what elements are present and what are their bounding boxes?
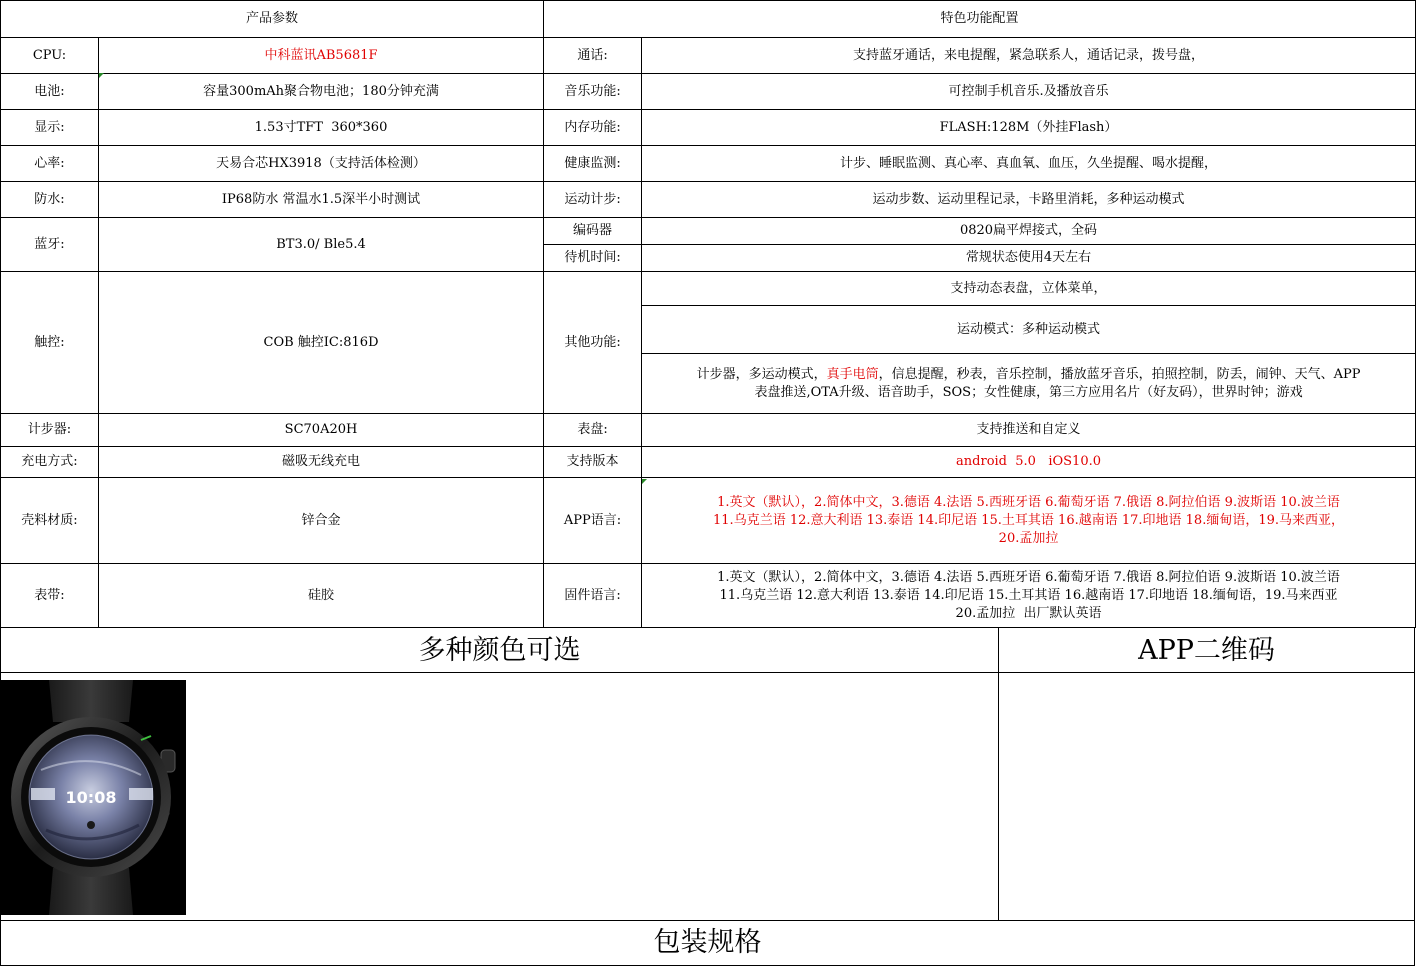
bluetooth-value: BT3.0/ Ble5.4 xyxy=(99,218,544,272)
product-params-header: 产品参数 xyxy=(1,1,544,38)
sport-steps-label: 运动计步: xyxy=(544,182,642,218)
cell-comment-marker xyxy=(99,73,104,78)
battery-label: 电池: xyxy=(1,74,99,110)
app-language-label: APP语言: xyxy=(544,478,642,564)
firmware-language-label: 固件语言: xyxy=(544,564,642,628)
battery-value: 容量300mAh聚合物电池；180分钟充满 xyxy=(99,74,544,110)
firmware-language-line-1: 1.英文（默认），2.简体中文，3.德语 4.法语 5.西班牙语 6.葡萄牙语 7.俄语 8.阿拉伯语 9.波斯语 10.波兰语 xyxy=(717,569,1340,585)
version-label: 支持版本 xyxy=(544,447,642,478)
health-label: 健康监测: xyxy=(544,146,642,182)
call-label: 通话: xyxy=(544,38,642,74)
pedometer-label: 计步器: xyxy=(1,414,99,447)
feature-config-header: 特色功能配置 xyxy=(544,1,1416,38)
other-features-value-3 xyxy=(642,354,1416,414)
app-language-value xyxy=(642,478,1416,564)
smartwatch-image xyxy=(1,680,186,915)
heart-rate-label: 心率: xyxy=(1,146,99,182)
touch-label: 触控: xyxy=(1,272,99,414)
standby-value: 常规状态使用4天左右 xyxy=(642,245,1416,272)
watchface-label: 表盘: xyxy=(544,414,642,447)
watch-image xyxy=(1,680,186,915)
encoder-value: 0820扁平焊接式，全码 xyxy=(642,218,1416,245)
colors-section xyxy=(0,628,1415,921)
real-flashlight-text: 真手电筒 xyxy=(826,366,879,382)
health-value: 计步、睡眠监测、真心率、真血氧、血压，久坐提醒、喝水提醒， xyxy=(642,146,1416,182)
strap-value: 硅胶 xyxy=(99,564,544,628)
standby-label: 待机时间: xyxy=(544,245,642,272)
other-features-text-c: ，信息提醒，秒表，音乐控制，播放蓝牙音乐，拍照控制，防丢，闹钟、天气、APP xyxy=(878,366,1361,382)
firmware-language-value xyxy=(642,564,1416,628)
firmware-language-line-3: 20.孟加拉 出厂默认英语 xyxy=(955,605,1102,621)
shell-value: 锌合金 xyxy=(99,478,544,564)
bluetooth-label: 蓝牙: xyxy=(1,218,99,272)
other-features-text-a: 计步器，多运动模式， xyxy=(696,366,827,382)
charging-value: 磁吸无线充电 xyxy=(99,447,544,478)
encoder-label: 编码器 xyxy=(544,218,642,245)
music-label: 音乐功能: xyxy=(544,74,642,110)
waterproof-value: IP68防水 常温水1.5深半小时测试 xyxy=(99,182,544,218)
app-language-line-3: 20.孟加拉 xyxy=(998,530,1059,546)
colors-body xyxy=(0,673,999,920)
app-language-line-2: 11.乌克兰语 12.意大利语 13.泰语 14.印尼语 15.土耳其语 16.越南语 17.印地语 18.缅甸语，19.马来西亚， xyxy=(713,512,1345,528)
heart-rate-value: 天易合芯HX3918（支持活体检测） xyxy=(99,146,544,182)
waterproof-label: 防水: xyxy=(1,182,99,218)
watch-time-text: 10:08 xyxy=(65,788,117,807)
memory-label: 内存功能: xyxy=(544,110,642,146)
music-value: 可控制手机音乐.及播放音乐 xyxy=(642,74,1416,110)
memory-value: FLASH:128M（外挂Flash） xyxy=(642,110,1416,146)
display-value: 1.53寸TFT 360*360 xyxy=(99,110,544,146)
cell-comment-marker xyxy=(642,479,647,484)
colors-title: 多种颜色可选 xyxy=(0,628,999,673)
display-label: 显示: xyxy=(1,110,99,146)
cpu-value: 中科蓝讯AB5681F xyxy=(99,38,544,74)
cpu-label: CPU: xyxy=(1,38,99,74)
qr-title: APP二维码 xyxy=(999,628,1415,673)
call-value: 支持蓝牙通话，来电提醒，紧急联系人，通话记录，拨号盘， xyxy=(642,38,1416,74)
firmware-language-line-2: 11.乌克兰语 12.意大利语 13.泰语 14.印尼语 15.土耳其语 16.越南语 17.印地语 18.缅甸语，19.马来西亚 xyxy=(719,587,1338,603)
pedometer-value: SC70A20H xyxy=(99,414,544,447)
app-language-line-1: 1.英文（默认），2.简体中文，3.德语 4.法语 5.西班牙语 6.葡萄牙语 7.俄语 8.阿拉伯语 9.波斯语 10.波兰语 xyxy=(717,494,1340,510)
packaging-title: 包装规格 xyxy=(0,920,1415,966)
sport-steps-value: 运动步数、运动里程记录，卡路里消耗，多种运动模式 xyxy=(642,182,1416,218)
strap-label: 表带: xyxy=(1,564,99,628)
touch-value: COB 触控IC:816D xyxy=(99,272,544,414)
qr-code-area xyxy=(999,673,1415,920)
version-value: android 5.0 iOS10.0 xyxy=(642,447,1416,478)
charging-label: 充电方式: xyxy=(1,447,99,478)
other-features-value-1: 支持动态表盘，立体菜单， xyxy=(642,272,1416,306)
other-features-value-2: 运动模式：多种运动模式 xyxy=(642,306,1416,354)
other-features-text-d: 表盘推送,OTA升级、语音助手，SOS；女性健康，第三方应用名片（好友码），世界时钟；游戏 xyxy=(754,384,1303,400)
shell-label: 壳料材质: xyxy=(1,478,99,564)
watchface-value: 支持推送和自定义 xyxy=(642,414,1416,447)
other-features-label: 其他功能: xyxy=(544,272,642,414)
